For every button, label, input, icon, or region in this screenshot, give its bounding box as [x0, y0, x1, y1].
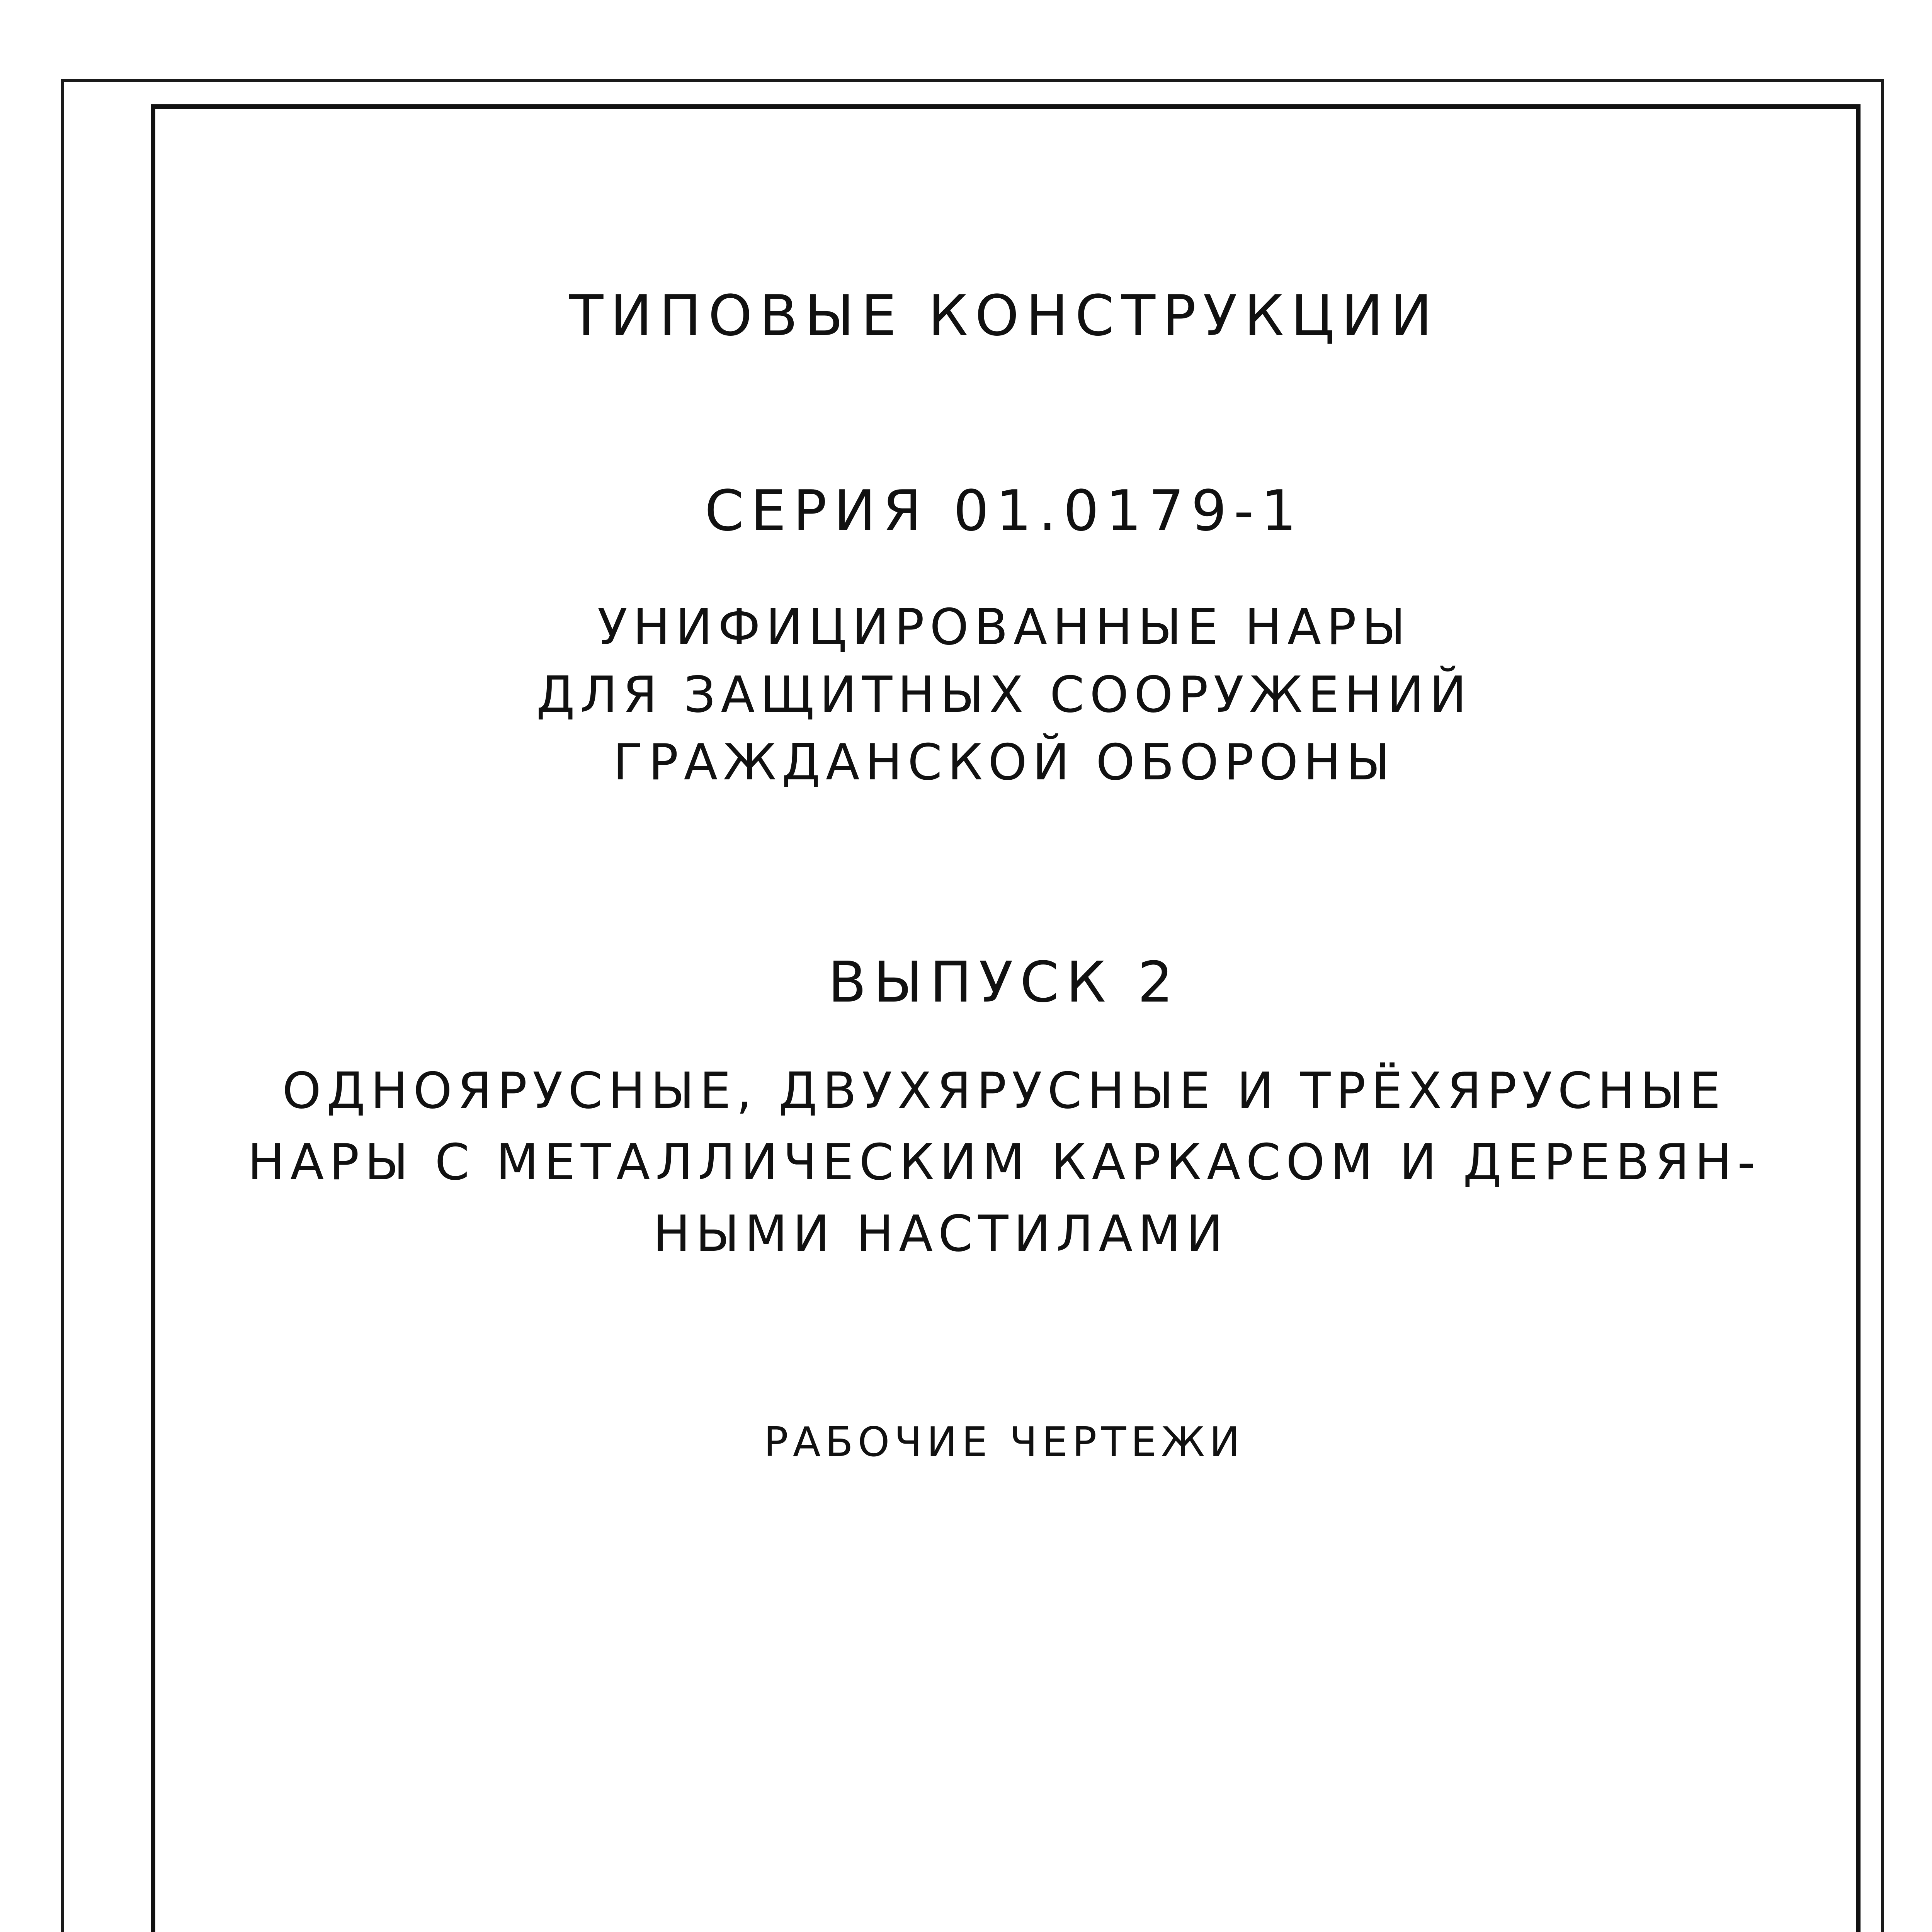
- issue-label: ВЫПУСК 2: [828, 950, 1180, 1015]
- subtitle-line-1: УНИФИЦИРОВАННЫЕ НАРЫ: [597, 599, 1411, 656]
- issue-description-line-2: НАРЫ С МЕТАЛЛИЧЕСКИМ КАРКАСОМ И ДЕРЕВЯН-: [247, 1134, 1761, 1191]
- document-category: ТИПОВЫЕ КОНСТРУКЦИИ: [569, 283, 1439, 349]
- document-type: РАБОЧИЕ ЧЕРТЕЖИ: [764, 1418, 1245, 1466]
- subtitle-line-3: ГРАЖДАНСКОЙ ОБОРОНЫ: [613, 734, 1395, 791]
- issue-description-line-3: НЫМИ НАСТИЛАМИ: [653, 1205, 1229, 1263]
- series-number: СЕРИЯ 01.0179-1: [704, 478, 1304, 544]
- subtitle-line-2: ДЛЯ ЗАЩИТНЫХ СООРУЖЕНИЙ: [536, 666, 1472, 724]
- issue-description-line-1: ОДНОЯРУСНЫЕ, ДВУХЯРУСНЫЕ И ТРЁХЯРУСНЫЕ: [282, 1062, 1726, 1120]
- inner-frame: [151, 104, 1861, 1932]
